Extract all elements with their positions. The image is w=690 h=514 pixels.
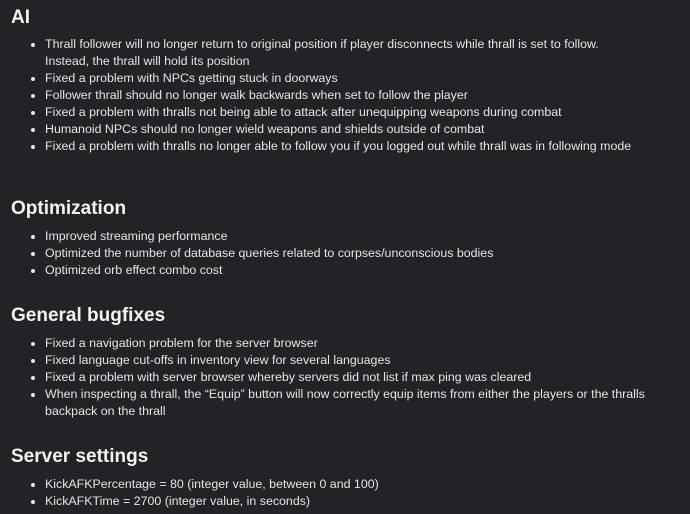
section-heading: Server settings [11, 446, 149, 467]
list-item-text: Fixed a problem with server browser whereby servers did not list if max ping was cleared [45, 370, 532, 384]
section-heading: AI [11, 7, 30, 28]
list-item-text: Improved streaming performance [45, 229, 228, 243]
bullet-icon [31, 393, 35, 397]
bullet-icon [31, 342, 35, 346]
list-item-text: Follower thrall should no longer walk backwards when set to follow the player [45, 88, 468, 102]
section-heading: General bugfixes [11, 305, 166, 326]
list-item [45, 245, 645, 262]
bullet-list [45, 228, 645, 279]
list-item-text: When inspecting a thrall, the “Equip” button will now correctly equip items from either the players or the thralls backpack on the thrall [45, 387, 645, 418]
bullet-icon [31, 252, 35, 256]
list-item [45, 386, 645, 420]
list-item [45, 121, 645, 138]
bullet-icon [31, 500, 35, 504]
list-item [45, 36, 645, 70]
list-item [45, 87, 645, 104]
section-heading: Optimization [11, 198, 127, 219]
list-item [45, 352, 645, 369]
bullet-icon [31, 111, 35, 115]
list-item [45, 369, 645, 386]
bullet-icon [31, 43, 35, 47]
bullet-list [45, 36, 645, 155]
list-item-text: Fixed a problem with NPCs getting stuck in doorways [45, 71, 338, 85]
list-item-text: Fixed a problem with thralls no longer able to follow you if you logged out while thrall was in following mode [45, 139, 632, 153]
list-item [45, 493, 645, 510]
bullet-list [45, 476, 645, 510]
list-item-text: Thrall follower will no longer return to original position if player disconnects while thrall is set to follow. Instead, the thrall will hold its position [45, 37, 599, 68]
bullet-icon [31, 376, 35, 380]
list-item [45, 138, 645, 155]
bullet-icon [31, 77, 35, 81]
list-item [45, 476, 645, 493]
list-item [45, 104, 645, 121]
list-item [45, 70, 645, 87]
bullet-icon [31, 145, 35, 149]
list-item-text: Optimized the number of database queries related to corpses/unconscious bodies [45, 246, 494, 260]
list-item-text: KickAFKTime = 2700 (integer value, in seconds) [45, 494, 311, 508]
bullet-icon [31, 128, 35, 132]
list-item-text: Optimized orb effect combo cost [45, 263, 223, 277]
list-item-text: Fixed a navigation problem for the server browser [45, 336, 318, 350]
bullet-list [45, 335, 645, 420]
bullet-icon [31, 235, 35, 239]
list-item-text: Fixed a problem with thralls not being able to attack after unequipping weapons during combat [45, 105, 562, 119]
bullet-icon [31, 94, 35, 98]
list-item-text: Fixed language cut-offs in inventory view for several languages [45, 353, 391, 367]
list-item [45, 262, 645, 279]
list-item-text: Humanoid NPCs should no longer wield weapons and shields outside of combat [45, 122, 485, 136]
bullet-icon [31, 359, 35, 363]
bullet-icon [31, 269, 35, 273]
list-item [45, 228, 645, 245]
bullet-icon [31, 483, 35, 487]
list-item-text: KickAFKPercentage = 80 (integer value, between 0 and 100) [45, 477, 379, 491]
list-item [45, 335, 645, 352]
